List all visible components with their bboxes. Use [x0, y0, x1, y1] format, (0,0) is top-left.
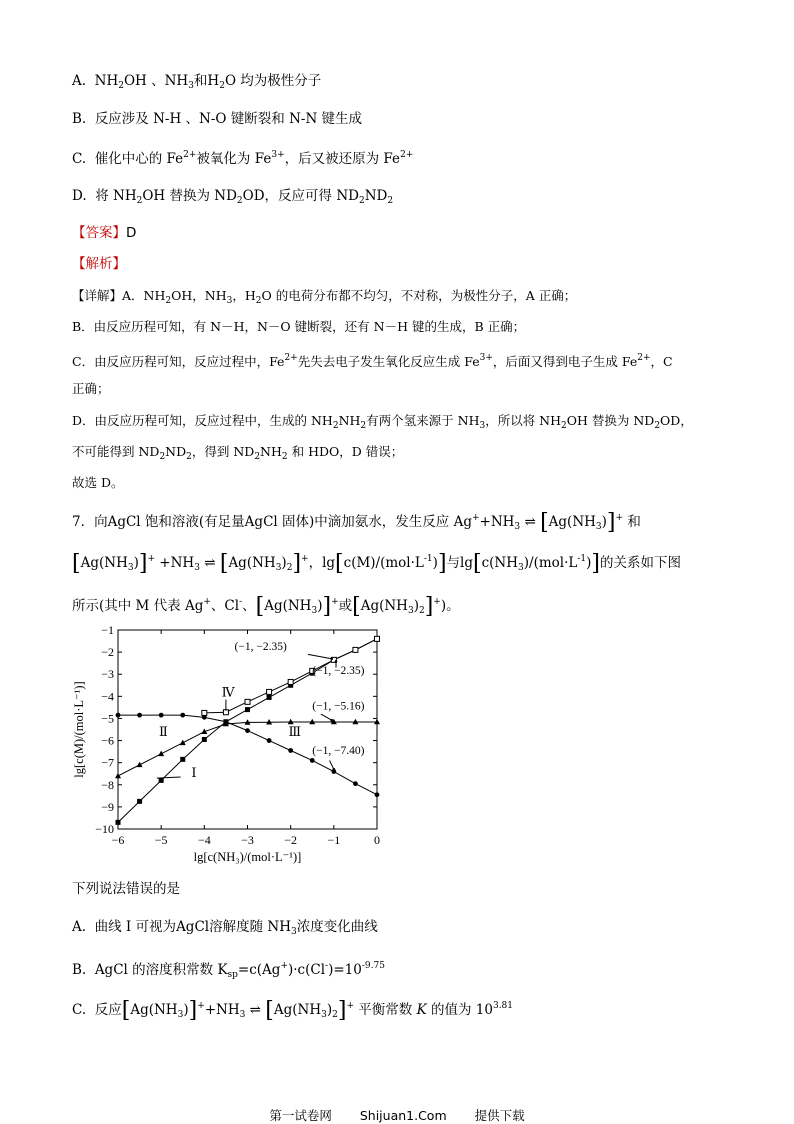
data-point [137, 799, 142, 804]
curve-label: Ⅳ [221, 684, 235, 700]
data-point [180, 757, 185, 762]
data-point [137, 762, 143, 768]
detail-line-5: D．由反应历程可知，反应过程中，生成的 $NH_2NH_2$有两个氢来源于 $NH_3$，所以将 $NH_2OH$ 替换为 $ND_2OD$， [72, 413, 693, 431]
annotation-arrowhead [330, 719, 333, 722]
annotation-arrowhead [335, 660, 338, 663]
option-b-q7: B. AgCl 的溶度积常数 $K_{sp}=c(Ag^+)\cdot c(Cl^-)=10^{-9.75}$ [72, 961, 385, 980]
analysis-tag: 【解析】 [72, 256, 126, 272]
x-axis-label: lg[c(NH₃)/(mol·L⁻¹)] [193, 850, 302, 864]
footer-site: 第一试卷网 [269, 1108, 332, 1123]
data-point [375, 792, 380, 797]
data-point [245, 707, 250, 712]
x-tick-label: −6 [111, 833, 125, 847]
answer-tag: 【答案】 [72, 225, 126, 241]
detail-line-3: C．由反应历程可知，反应过程中，$Fe^{2+}$先失去电子发生氧化反应生成 $Fe^{3+}$，后面又得到电子生成 $Fe^{2+}$，C [72, 353, 673, 369]
answer-line [72, 224, 136, 242]
option-c-q6: C. 催化中心的 $Fe^{2+}$被氧化为 $Fe^{3+}$，后又被还原为 $Fe^{2+}$ [72, 150, 414, 167]
curve-label-arrow [157, 777, 181, 778]
curve-label: Ⅲ [288, 724, 302, 740]
y-tick-label: −9 [101, 799, 114, 814]
x-tick-label: −1 [327, 833, 341, 847]
data-point [353, 781, 358, 786]
curve-label: Ⅰ [191, 765, 197, 781]
y-tick-label: −7 [101, 755, 114, 770]
data-point [310, 758, 315, 763]
detail-line-6: 不可能得到 $ND_2ND_2$，得到 $ND_2NH_2$ 和 HDO，D 错误； [72, 444, 404, 462]
data-point [288, 748, 293, 753]
detail-line-2: B．由反应历程可知，有 N－H，N－O 键断裂，还有 N－H 键的生成，B 正确； [72, 319, 526, 334]
option-c-q7: C. 反应$[Ag(NH_3)]^++NH_3$ ⇌ $[Ag(NH_3)_2]^+$ 平衡常数 K 的值为 $10^{3.81}$ [72, 998, 514, 1023]
page-footer [0, 1106, 794, 1124]
x-tick-label: −3 [241, 833, 254, 847]
data-point [180, 740, 186, 746]
q7-line-3: 所示(其中 M 代表 Ag+、Cl-、$[Ag(NH_3)]^+$或$[Ag(NH_3)_2]^+$)。 [72, 594, 460, 619]
data-point [288, 679, 293, 684]
annotation-arrowhead [330, 657, 333, 660]
data-point [224, 719, 229, 724]
point-annotation: (−1, −2.35) [234, 640, 287, 653]
point-annotation: (−1, −2.35) [312, 665, 365, 678]
y-tick-label: −10 [95, 822, 114, 836]
data-point [116, 820, 121, 825]
data-point [202, 737, 207, 742]
x-tick-label: 0 [374, 833, 380, 847]
data-point [202, 710, 207, 715]
data-point [353, 647, 358, 652]
y-tick-label: −4 [101, 689, 114, 704]
data-point [267, 695, 272, 700]
point-annotation: (−1, −7.40) [312, 744, 365, 757]
data-point [159, 713, 164, 718]
data-point [375, 636, 380, 641]
answer-value: D [126, 225, 137, 241]
data-point [267, 689, 272, 694]
solubility-chart [72, 622, 392, 874]
y-tick-label: −8 [101, 777, 114, 792]
y-tick-label: −6 [101, 733, 114, 748]
option-a-q6: A. $NH_2OH$ 、$NH_3$和$H_2O$ 均为极性分子 [72, 73, 322, 91]
footer-url: Shijuan1.Com [359, 1108, 447, 1123]
footer-note: 提供下载 [474, 1108, 525, 1123]
y-axis-label: lg[c(M)/(mol·L⁻¹)] [72, 681, 86, 778]
data-point [180, 713, 185, 718]
data-point [267, 738, 272, 743]
data-point [137, 713, 142, 718]
annotation-arrowhead [333, 768, 336, 771]
data-point [116, 713, 121, 718]
curve-label: Ⅱ [159, 724, 168, 740]
option-d-q6: D. 将 $NH_2OH$ 替换为 $ND_2OD$，反应可得 $ND_2ND_2$ [72, 188, 394, 206]
annotation-arrow [321, 714, 332, 720]
option-b-q6: B. 反应涉及 N-H 、N-O 键断裂和 N-N 键生成 [72, 111, 363, 127]
detail-line-1: 【详解】A．$NH_2OH$，$NH_3$，$H_2O$ 的电荷分布都不均匀，不对称，为极性分子，A 正确； [72, 288, 577, 306]
data-point [245, 728, 250, 733]
x-tick-label: −2 [284, 833, 298, 847]
x-tick-label: −5 [154, 833, 168, 847]
x-tick-label: −4 [197, 833, 211, 847]
question-prompt: 下列说法错误的是 [72, 881, 180, 897]
option-a-q7: A. 曲线 I 可视为AgCl溶解度随 $NH_3$浓度变化曲线 [72, 919, 378, 937]
y-tick-label: −2 [101, 645, 114, 660]
q7-line-1: 7．向AgCl 饱和溶液(有足量AgCl 固体)中滴加氨水，发生反应 $Ag^++NH_3$ ⇌ $[Ag(NH_3)]^+$ 和 [72, 510, 641, 535]
detail-line-7: 故选 D。 [72, 475, 124, 490]
data-point [245, 699, 250, 704]
annotation-arrow [308, 654, 332, 658]
data-point [115, 773, 121, 779]
q7-line-2: $[Ag(NH_3)]^+ +NH_3$ ⇌ $[Ag(NH_3)_2]^+$，$\lg[c(M)/(mol\cdot L^{-1})]$与$\lg[c(NH_3)/(mol\cdot L^{-1})]$的关系如下图 [72, 551, 682, 576]
y-tick-label: −3 [101, 667, 114, 682]
annotation-arrow [330, 760, 334, 769]
data-point [158, 751, 164, 757]
y-tick-label: −5 [101, 711, 114, 726]
y-tick-label: −1 [101, 623, 114, 637]
point-annotation: (−1, −5.16) [312, 700, 365, 713]
detail-line-4: 正确； [72, 381, 110, 396]
data-point [159, 778, 164, 783]
